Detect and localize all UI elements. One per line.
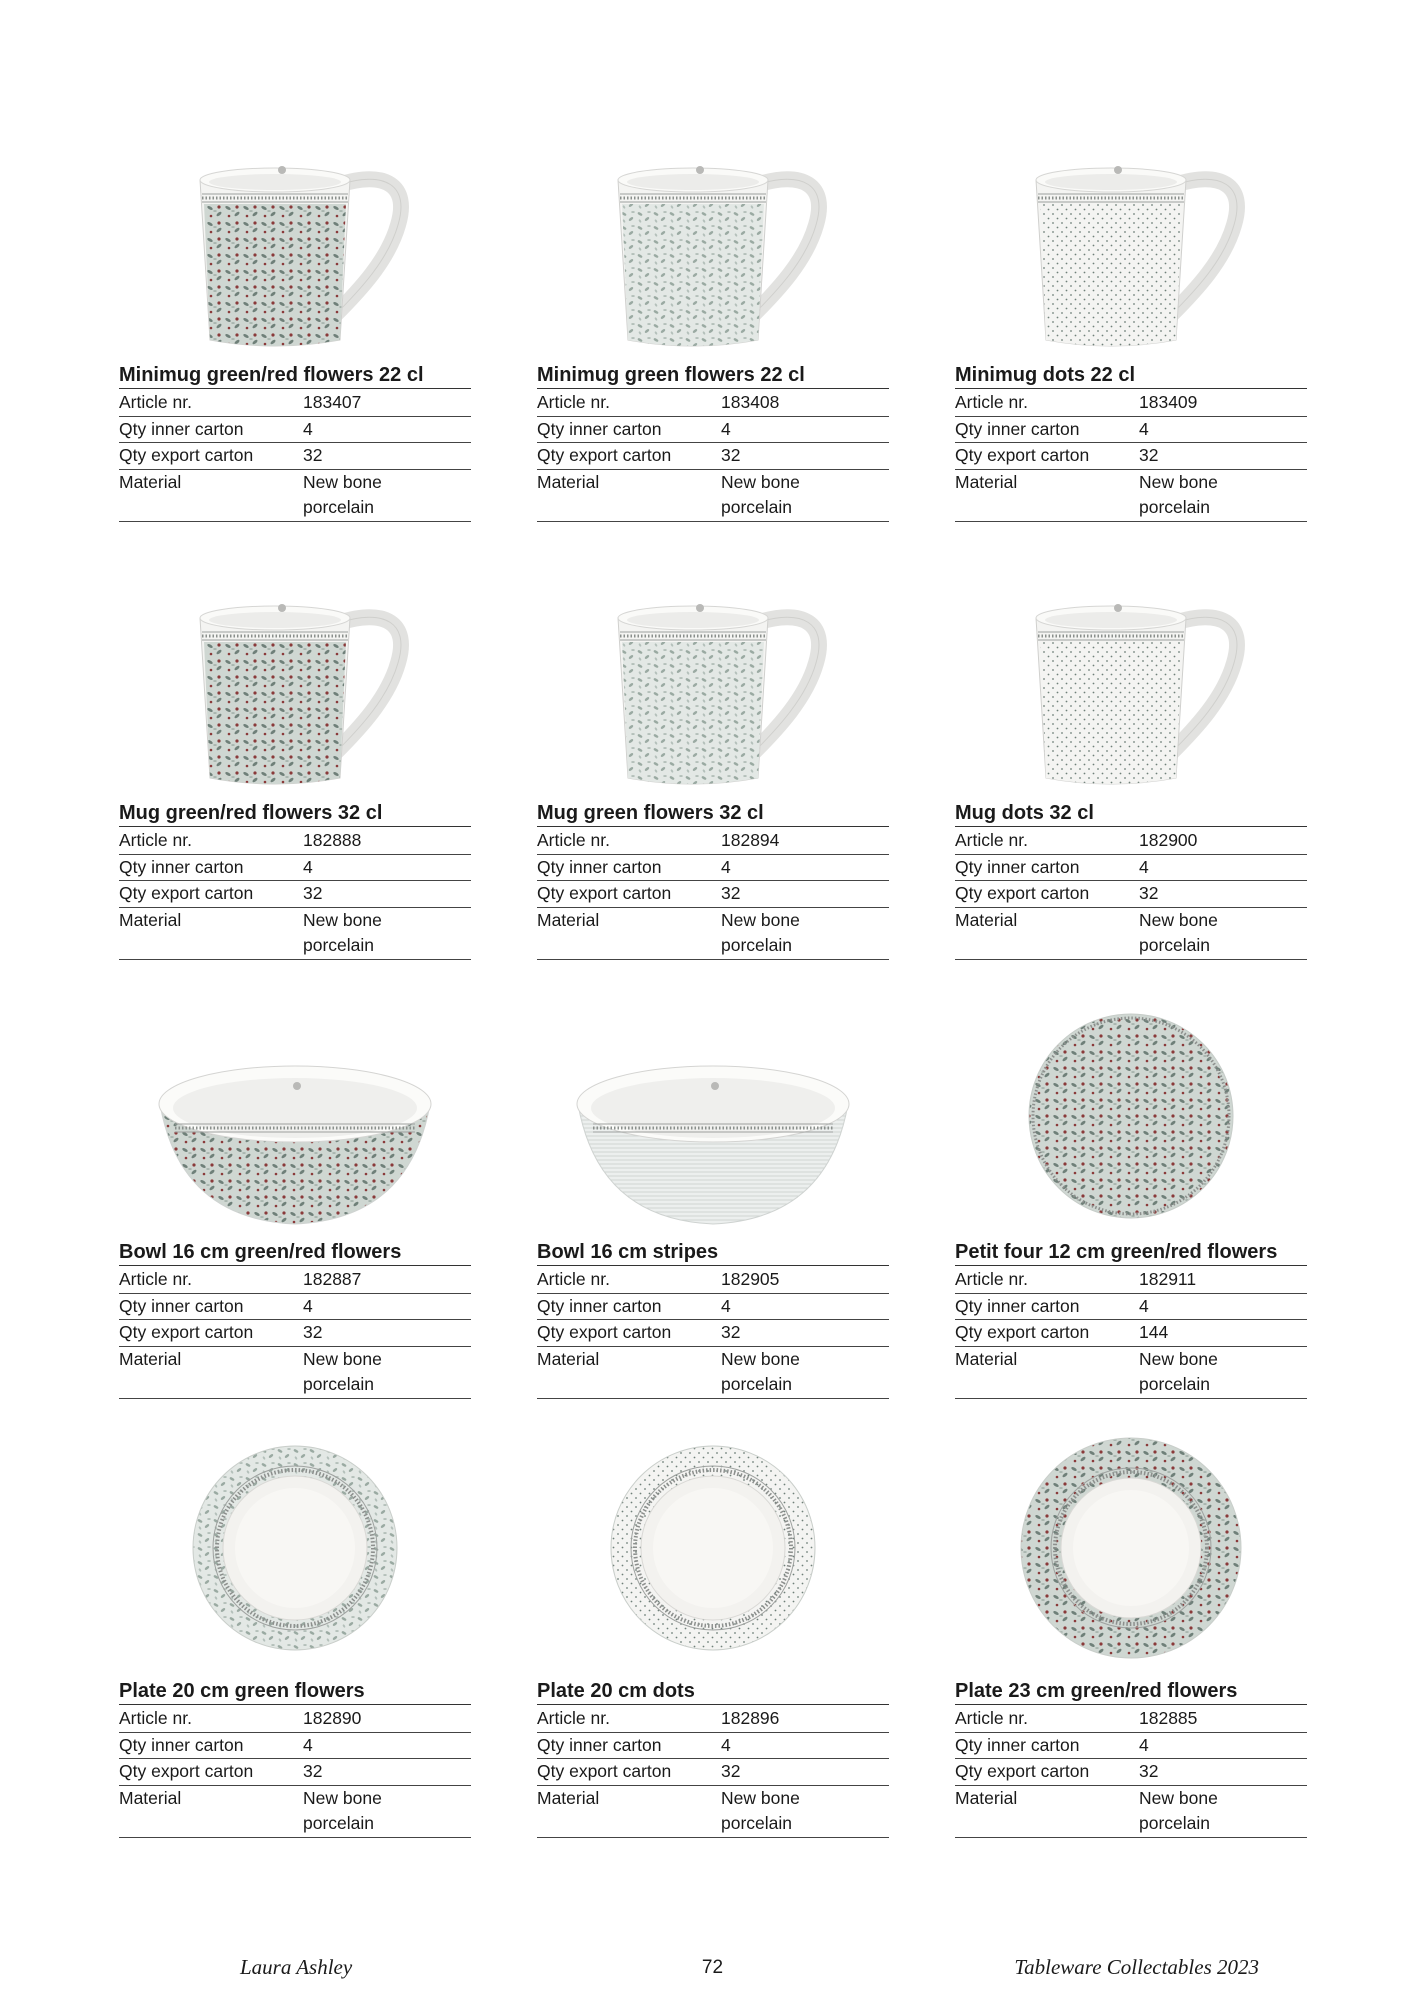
mug-icon [588,578,838,798]
spec-row-export [955,443,1307,470]
product-image [537,140,889,360]
plate-icon [180,1433,410,1663]
product-spec-table [537,1267,889,1399]
spec-label: Qty inner carton [537,1732,721,1759]
product-title: Petit four 12 cm green/red flowers [955,1239,1307,1266]
spec-label: Material [119,1785,303,1837]
material-line-1: New bone [721,1348,800,1369]
product-spec-table [119,1706,471,1838]
spec-value: 32 [303,443,471,470]
product-spec-table [119,390,471,522]
spec-label: Qty export carton [537,881,721,908]
product-spec-table [119,828,471,960]
spec-row-material [537,1346,889,1398]
product-spec-table [537,1706,889,1838]
spec-row-inner [119,854,471,881]
product-spec-table [955,1267,1307,1399]
spec-row-inner [955,1293,1307,1320]
spec-value: 182896 [721,1706,889,1732]
spec-value: 4 [1139,854,1307,881]
spec-row-inner [955,854,1307,881]
spec-row-material [955,469,1307,521]
spec-value: 182894 [721,828,889,854]
spec-label: Qty export carton [119,1759,303,1786]
material-line-2: porcelain [721,935,793,955]
spec-label: Qty inner carton [119,854,303,881]
spec-label: Material [119,1346,303,1398]
spec-value: 32 [1139,1759,1307,1786]
spec-label: Qty inner carton [537,854,721,881]
product-image [955,1433,1307,1663]
spec-value: 32 [721,881,889,908]
product-image [537,1034,889,1234]
product-title: Mug green flowers 32 cl [537,800,889,827]
spec-label: Qty export carton [955,1320,1139,1347]
spec-label: Qty inner carton [119,1732,303,1759]
spec-label: Qty export carton [537,443,721,470]
spec-value: 182887 [303,1267,471,1293]
material-line-1: New bone [303,909,382,930]
spec-label: Article nr. [955,1267,1139,1293]
spec-value: 183408 [721,390,889,416]
product-image [119,1433,471,1663]
spec-value: 32 [721,443,889,470]
spec-label: Material [955,469,1139,521]
spec-value: 4 [303,416,471,443]
material-line-1: New bone [303,1348,382,1369]
spec-value: 182911 [1139,1267,1307,1293]
material-line-2: porcelain [721,1813,793,1833]
spec-label: Qty export carton [955,881,1139,908]
spec-value [303,469,471,521]
spec-value: 4 [1139,1293,1307,1320]
spec-label: Material [537,469,721,521]
spec-row-article [955,1267,1307,1293]
spec-value: 32 [721,1759,889,1786]
material-line-1: New bone [721,909,800,930]
spec-value: 32 [721,1320,889,1347]
spec-row-article [955,1706,1307,1732]
spec-row-export [955,881,1307,908]
spec-value: 32 [303,881,471,908]
spec-label: Material [537,1346,721,1398]
spec-value: 4 [1139,1732,1307,1759]
spec-value: 32 [1139,443,1307,470]
spec-value [721,907,889,959]
material-line-2: porcelain [1139,1374,1211,1394]
bowl-icon [563,1034,863,1234]
mug-icon [1006,140,1256,360]
spec-label: Material [119,469,303,521]
plate-icon [1016,1433,1246,1663]
material-line-1: New bone [721,471,800,492]
spec-label: Material [537,1785,721,1837]
spec-row-export [119,443,471,470]
spec-label: Qty export carton [955,1759,1139,1786]
material-line-2: porcelain [303,1813,375,1833]
product-title: Bowl 16 cm green/red flowers [119,1239,471,1266]
spec-value: 182900 [1139,828,1307,854]
spec-label: Qty export carton [537,1759,721,1786]
spec-row-inner [119,1732,471,1759]
product-spec-table [955,1706,1307,1838]
material-line-1: New bone [1139,1787,1218,1808]
spec-row-export [537,443,889,470]
spec-label: Qty inner carton [955,1732,1139,1759]
spec-value [303,907,471,959]
spec-label: Qty export carton [537,1320,721,1347]
spec-label: Material [955,1785,1139,1837]
spec-value: 4 [1139,416,1307,443]
spec-value: 183409 [1139,390,1307,416]
spec-row-article [537,828,889,854]
spec-value [1139,469,1307,521]
product-image [537,1433,889,1663]
spec-label: Article nr. [537,1267,721,1293]
spec-row-material [119,907,471,959]
spec-label: Article nr. [119,390,303,416]
bowl-icon [145,1034,445,1234]
spec-row-article [119,828,471,854]
spec-value: 4 [721,1732,889,1759]
material-line-2: porcelain [303,497,375,517]
spec-label: Material [955,907,1139,959]
spec-row-material [955,1785,1307,1837]
product-image [955,1001,1307,1231]
spec-row-material [955,1346,1307,1398]
spec-row-material [119,469,471,521]
spec-row-article [537,390,889,416]
product-title: Plate 20 cm dots [537,1678,889,1705]
spec-value: 183407 [303,390,471,416]
spec-value: 32 [1139,881,1307,908]
mug-icon [170,578,420,798]
spec-row-article [955,390,1307,416]
product-spec-table [955,390,1307,522]
spec-row-inner [119,1293,471,1320]
spec-label: Article nr. [119,828,303,854]
spec-value: 4 [303,854,471,881]
spec-label: Qty export carton [119,881,303,908]
product-title: Plate 23 cm green/red flowers [955,1678,1307,1705]
material-line-2: porcelain [721,1374,793,1394]
material-line-2: porcelain [1139,935,1211,955]
spec-label: Qty inner carton [955,1293,1139,1320]
spec-row-article [537,1267,889,1293]
spec-label: Qty inner carton [537,416,721,443]
spec-row-material [537,469,889,521]
spec-value: 4 [721,1293,889,1320]
spec-value [721,1346,889,1398]
spec-row-export [955,1759,1307,1786]
spec-label: Qty export carton [119,443,303,470]
product-title: Plate 20 cm green flowers [119,1678,471,1705]
spec-label: Qty export carton [119,1320,303,1347]
spec-row-inner [955,416,1307,443]
spec-row-material [537,907,889,959]
mug-icon [170,140,420,360]
spec-row-inner [119,416,471,443]
product-spec-table [537,390,889,522]
spec-value: 4 [721,854,889,881]
material-line-2: porcelain [303,1374,375,1394]
spec-row-article [119,1267,471,1293]
spec-value: 32 [303,1320,471,1347]
spec-label: Material [537,907,721,959]
spec-row-export [537,1320,889,1347]
petit-four-plate-icon [1016,1001,1246,1231]
material-line-2: porcelain [303,935,375,955]
spec-value [1139,1346,1307,1398]
material-line-1: New bone [303,471,382,492]
spec-label: Article nr. [955,1706,1139,1732]
product-spec-table [119,1267,471,1399]
spec-row-material [119,1785,471,1837]
plate-icon [598,1433,828,1663]
spec-label: Article nr. [537,828,721,854]
product-spec-table [955,828,1307,960]
product-title: Minimug green flowers 22 cl [537,362,889,389]
product-image [119,1034,471,1234]
spec-row-export [537,881,889,908]
spec-row-export [119,1320,471,1347]
spec-row-export [537,1759,889,1786]
spec-label: Material [119,907,303,959]
page-number: 72 [701,1957,724,1978]
footer-brand: Laura Ashley [240,1955,353,1979]
spec-row-article [119,1706,471,1732]
spec-label: Material [955,1346,1139,1398]
spec-label: Qty export carton [955,443,1139,470]
material-line-1: New bone [1139,1348,1218,1369]
material-line-2: porcelain [721,497,793,517]
spec-label: Qty inner carton [537,1293,721,1320]
footer-catalog-title: Tableware Collectables 2023 [1014,1955,1259,1979]
spec-label: Qty inner carton [119,416,303,443]
spec-label: Article nr. [119,1706,303,1732]
spec-row-export [119,1759,471,1786]
spec-row-material [955,907,1307,959]
spec-value: 4 [303,1293,471,1320]
spec-value: 4 [721,416,889,443]
spec-row-material [119,1346,471,1398]
spec-value: 32 [303,1759,471,1786]
product-image [537,578,889,798]
spec-label: Article nr. [537,1706,721,1732]
spec-row-article [955,828,1307,854]
material-line-1: New bone [721,1787,800,1808]
spec-row-inner [537,416,889,443]
spec-row-inner [955,1732,1307,1759]
product-image [955,578,1307,798]
spec-label: Article nr. [119,1267,303,1293]
spec-row-article [119,390,471,416]
product-title: Mug dots 32 cl [955,800,1307,827]
spec-label: Article nr. [955,390,1139,416]
spec-value [303,1785,471,1837]
material-line-2: porcelain [1139,497,1211,517]
product-title: Mug green/red flowers 32 cl [119,800,471,827]
spec-label: Article nr. [955,828,1139,854]
material-line-2: porcelain [1139,1813,1211,1833]
product-spec-table [537,828,889,960]
spec-label: Article nr. [537,390,721,416]
spec-value [1139,907,1307,959]
spec-value [721,469,889,521]
product-title: Minimug green/red flowers 22 cl [119,362,471,389]
mug-icon [588,140,838,360]
material-line-1: New bone [303,1787,382,1808]
material-line-1: New bone [1139,909,1218,930]
spec-label: Qty inner carton [119,1293,303,1320]
spec-value [303,1346,471,1398]
spec-value [721,1785,889,1837]
spec-row-inner [537,854,889,881]
spec-value: 182890 [303,1706,471,1732]
product-title: Minimug dots 22 cl [955,362,1307,389]
spec-row-inner [537,1293,889,1320]
product-image [119,578,471,798]
spec-label: Qty inner carton [955,854,1139,881]
spec-value: 182888 [303,828,471,854]
spec-value: 4 [303,1732,471,1759]
spec-label: Qty inner carton [955,416,1139,443]
material-line-1: New bone [1139,471,1218,492]
product-title: Bowl 16 cm stripes [537,1239,889,1266]
spec-value: 182885 [1139,1706,1307,1732]
spec-value: 144 [1139,1320,1307,1347]
product-image [119,140,471,360]
spec-value: 182905 [721,1267,889,1293]
mug-icon [1006,578,1256,798]
spec-row-material [537,1785,889,1837]
product-image [955,140,1307,360]
spec-value [1139,1785,1307,1837]
spec-row-inner [537,1732,889,1759]
spec-row-article [537,1706,889,1732]
spec-row-export [955,1320,1307,1347]
spec-row-export [119,881,471,908]
